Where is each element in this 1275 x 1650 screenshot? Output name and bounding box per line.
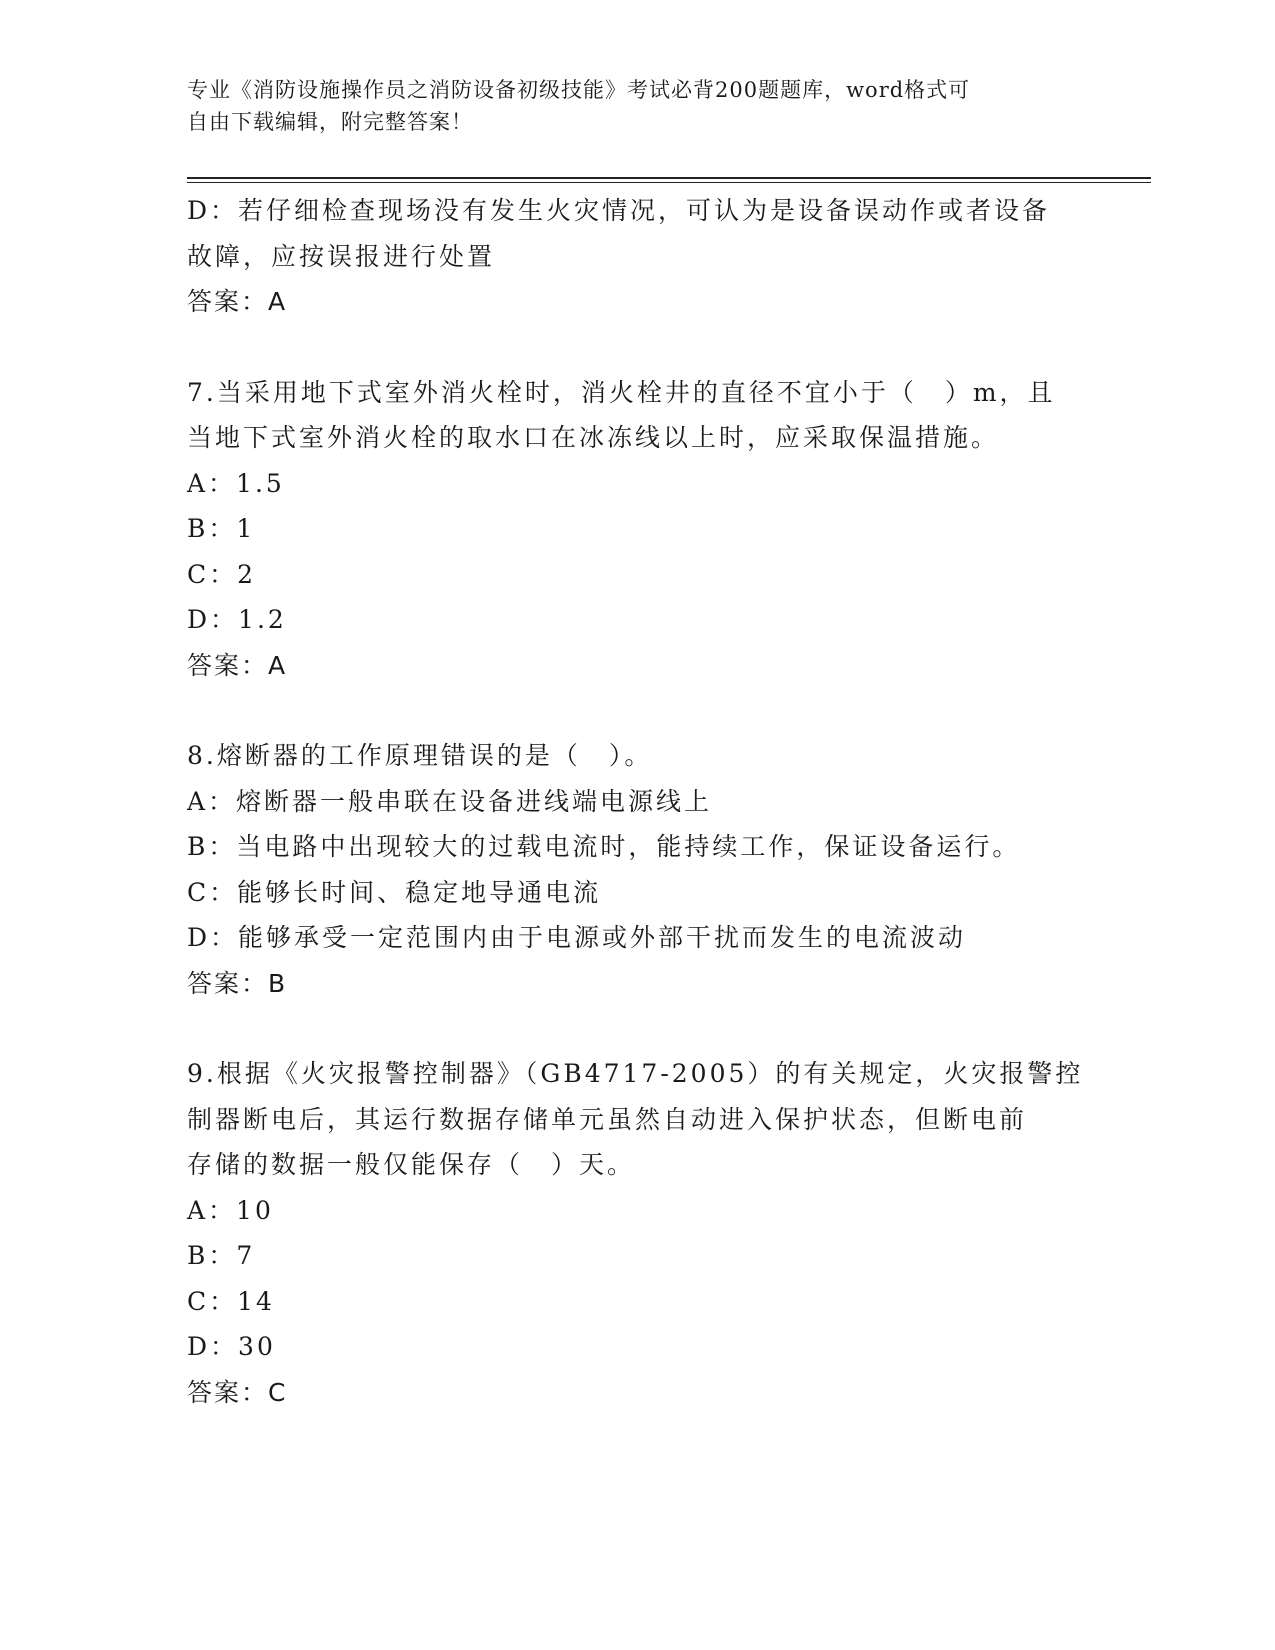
question-9 [187,1051,1084,1415]
option-d-line-1: D：若仔细检查现场没有发生火灾情况，可认为是设备误动作或者设备 [187,196,1051,225]
document-body [187,188,1084,1415]
option-d-line-2: 故障，应按误报进行处置 [187,241,496,271]
question-stem-line-2: 当地下式室外消火栓的取水口在冰冻线以上时，应采取保温措施。 [187,423,1000,452]
question-stem-line-2: 制器断电后，其运行数据存储单元虽然自动进入保护状态，但断电前 [187,1104,1028,1134]
question-stem-line-1: 9.根据《火灾报警控制器》（GB4717-2005）的有关规定，火灾报警控 [187,1059,1084,1088]
document-header [187,74,1067,138]
answer-line: 答案：A [187,287,288,316]
option-c: C：能够长时间、稳定地导通电流 [187,877,602,907]
option-b: B：7 [187,1241,256,1270]
option-b: B：1 [187,514,256,543]
header-divider-thin [187,182,1151,183]
option-a: A：10 [187,1195,274,1225]
option-b: B：当电路中出现较大的过载电流时，能持续工作，保证设备运行。 [187,832,1021,861]
option-d: D：1.2 [187,605,287,634]
question-spacer [187,688,1067,733]
option-a: A：熔断器一般串联在设备进线端电源线上 [187,786,713,816]
header-title-line-2: 自由下载编辑，附完整答案！ [187,110,473,134]
header-divider-thick [187,177,1151,179]
question-spacer [187,325,1067,370]
option-d: D：30 [187,1332,276,1361]
option-d: D：能够承受一定范围内由于电源或外部干扰而发生的电流波动 [187,923,967,952]
question-spacer [187,1006,1067,1051]
question-7 [187,370,1067,689]
question-stem-line-3: 存储的数据一般仅能保存（ ）天。 [187,1150,636,1179]
option-c: C：14 [187,1286,275,1316]
question-8 [187,733,1067,1006]
question-6-tail [187,188,1067,325]
answer-line: 答案：B [187,968,288,998]
question-stem-line-1: 8.熔断器的工作原理错误的是（ ）。 [187,741,653,770]
option-a: A：1.5 [187,468,285,498]
answer-line: 答案：C [187,1377,288,1407]
question-stem-line-1: 7.当采用地下式室外消火栓时，消火栓井的直径不宜小于（ ）m，且 [187,377,1056,407]
answer-line: 答案：A [187,650,288,680]
option-c: C：2 [187,559,257,589]
header-title-line-1: 专业《消防设施操作员之消防设备初级技能》考试必背200题题库，word格式可 [187,78,971,102]
